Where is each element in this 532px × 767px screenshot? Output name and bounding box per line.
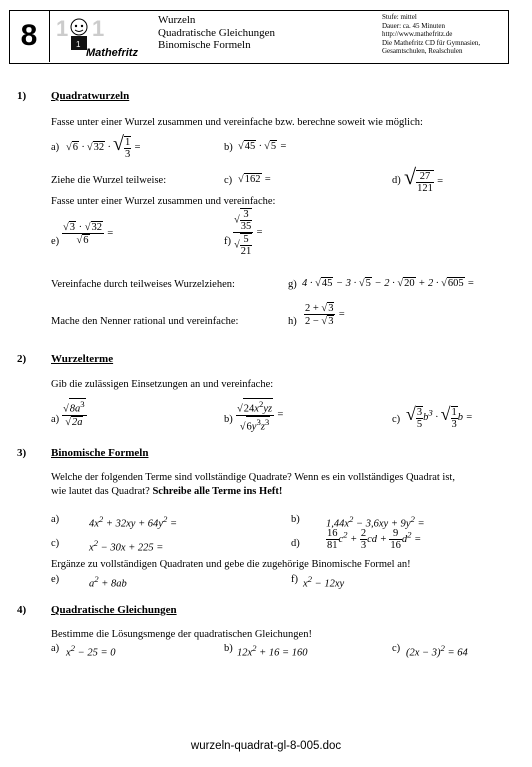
s3-instruction-1: Welche der folgenden Terme sind vollständige Quadrate? Wenn es ein vollständiges Quadrat ist,: [51, 472, 455, 483]
title-line: Quadratische Gleichungen: [158, 26, 275, 39]
section-1-number: 1): [17, 90, 27, 102]
s1-c-expr: √162 =: [238, 174, 272, 185]
meta-line: Die Mathefritz CD für Gymnasien,: [382, 38, 481, 47]
s1-h-expr: $\frac{2 + √3}{2 - √3}$ =: [305, 303, 346, 327]
s3-c-label: c): [51, 538, 60, 549]
meta-line: Stufe: mittel: [382, 13, 417, 21]
svg-text:1: 1: [76, 40, 81, 49]
s1-d-expr: √ $\frac{27}{121}$ =: [404, 164, 444, 194]
s2-a-expr: $\frac{√8a^3}{√2a}$: [63, 399, 85, 428]
s3-d-label: d): [291, 538, 300, 549]
svg-text:1: 1: [92, 16, 105, 41]
s3-a-label: a): [51, 514, 60, 525]
s4-c-label: c): [392, 643, 401, 654]
meta-line: Dauer: ca. 45 Minuten: [382, 21, 445, 30]
s4-c-expr: $(2x - 3)^2 = 64$: [406, 643, 468, 659]
s1-g-label: g): [288, 279, 297, 290]
s3-d-expr: $\frac{16}{81}$ $c^2$ + $\frac{2}{3}$ cd + $\frac{9}{16}$ $d^2$ =: [327, 528, 422, 551]
section-1-title: Quadratwurzeln: [51, 90, 130, 102]
s4-a-label: a): [51, 643, 60, 654]
s1-instruction-1: Fasse unter einer Wurzel zusammen und vereinfache bzw. berechne soweit wie möglich:: [51, 117, 423, 128]
section-2-number: 2): [17, 353, 27, 365]
title-line: Binomische Formeln: [158, 39, 251, 51]
s1-instruction-5: Mache den Nenner rational und vereinfache:: [51, 316, 239, 327]
s1-h-label: h): [288, 316, 297, 327]
header-meta: [382, 13, 480, 56]
header-titles: [158, 14, 275, 52]
title-line: Wurzeln: [158, 14, 196, 26]
s3-e-label: e): [51, 574, 60, 585]
s2-c-label: c): [392, 414, 401, 425]
s3-instruction-2: [51, 486, 282, 497]
s3-f-label: f): [291, 574, 298, 585]
s1-d-label: d): [392, 175, 401, 186]
meta-line: http://www.mathefritz.de: [382, 30, 453, 38]
s3-a-expr: $4x^2 + 32xy + 64y^2$ =: [89, 514, 178, 530]
s1-a-expr: √6 · √32 · √ $\frac{1}{3}$ =: [66, 133, 141, 160]
s2-b-expr: $\frac{√24x^2yz}{√6y^3z^3}$ =: [237, 399, 284, 432]
s4-instruction-1: Bestimme die Lösungsmenge der quadratischen Gleichungen!: [51, 629, 312, 640]
section-4-title: Quadratische Gleichungen: [51, 604, 177, 616]
s1-a-label: a): [51, 142, 60, 153]
s3-e-expr: $a^2 + 8ab$: [89, 574, 127, 590]
s2-b-label: b): [224, 414, 233, 425]
section-3-number: 3): [17, 447, 27, 459]
s1-e-expr: $\frac{√3 \cdot √32}{√6}$ =: [63, 222, 114, 246]
s2-c-expr: √ $\frac{3}{5}$ $b^3$ · √ $\frac{1}{3}$ b =: [406, 404, 473, 430]
s1-c-label: c): [224, 175, 233, 186]
s1-instruction-3: Fasse unter einer Wurzel zusammen und vereinfache:: [51, 196, 276, 207]
section-2-title: Wurzelterme: [51, 353, 114, 365]
s4-b-expr: $12x^2 + 16 = 160$: [237, 643, 308, 659]
mathefritz-logo: [52, 12, 148, 60]
svg-text:1: 1: [56, 16, 69, 41]
s1-b-expr: √45 · √5 =: [238, 141, 287, 152]
s3-b-expr: $1,44x^2 - 3,6xy + 9y^2$ =: [326, 514, 425, 530]
meta-line: Gesamtschulen, Realschulen: [382, 47, 463, 55]
footer-filename: wurzeln-quadrat-gl-8-005.doc: [190, 740, 342, 752]
svg-text:Mathefritz: Mathefritz: [86, 47, 138, 59]
logo-icon: [52, 12, 148, 60]
s2-instruction-1: Gib die zulässigen Einsetzungen an und vereinfache:: [51, 379, 274, 390]
s3-instruction-2b: Schreibe alle Terme ins Heft!: [152, 486, 283, 497]
s3-instruction-3: Ergänze zu vollständigen Quadraten und gebe die zugehörige Binomische Formel an!: [51, 559, 411, 570]
s4-a-expr: $x^2 - 25 = 0$: [66, 643, 116, 659]
s1-instruction-4: Vereinfache durch teilweises Wurzelziehen:: [51, 279, 235, 290]
s1-f-expr: √ $\frac{3}{35}$ √ $\frac{5}{21}$ =: [234, 209, 263, 257]
s3-b-label: b): [291, 514, 300, 525]
s3-c-expr: $x^2 - 30x + 225$ =: [89, 538, 164, 554]
s3-instruction-2a: wie lautet das Quadrat?: [51, 486, 153, 497]
s1-e-label: e): [51, 236, 60, 247]
s1-g-expr: 4 · √45 − 3 · √5 − 2 · √20 + 2 · √605 =: [302, 278, 475, 289]
s1-instruction-2: Ziehe die Wurzel teilweise:: [51, 175, 167, 186]
grade-number: 8: [9, 10, 50, 62]
section-3-title: Binomische Formeln: [51, 447, 149, 459]
s4-b-label: b): [224, 643, 233, 654]
s1-f-label: f): [224, 236, 231, 247]
s1-b-label: b): [224, 142, 233, 153]
s3-f-expr: $x^2 - 12xy$: [303, 574, 345, 590]
section-4-number: 4): [17, 604, 27, 616]
s2-a-label: a): [51, 414, 60, 425]
